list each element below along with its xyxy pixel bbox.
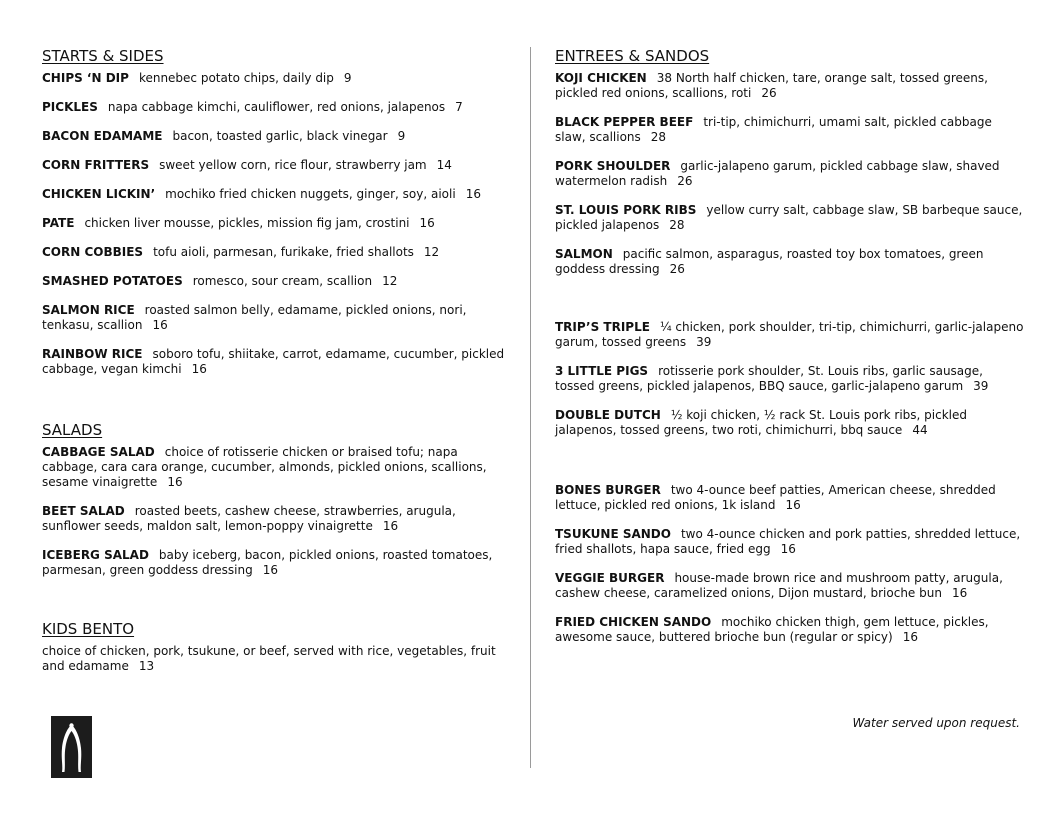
menu-item-price: 12 bbox=[382, 274, 398, 288]
menu-item bbox=[42, 445, 512, 490]
menu-item-price: 14 bbox=[436, 158, 452, 172]
entrees-list bbox=[555, 71, 1025, 277]
platters-list bbox=[555, 320, 1025, 438]
menu-item bbox=[555, 115, 1025, 145]
menu-item-description: sweet yellow corn, rice flour, strawberry jam bbox=[159, 158, 427, 172]
menu-item bbox=[42, 216, 512, 231]
menu-item bbox=[555, 615, 1025, 645]
menu-item-name: VEGGIE BURGER bbox=[555, 571, 665, 585]
menu-item-description: tri-tip, chimichurri, umami salt, pickled cabbage slaw, scallions bbox=[555, 115, 992, 144]
menu-item-name: SALMON bbox=[555, 247, 613, 261]
menu-item-name: CHICKEN LICKIN’ bbox=[42, 187, 156, 201]
menu-item-description: chicken liver mousse, pickles, mission fig jam, crostini bbox=[84, 216, 410, 230]
menu-item-price: 9 bbox=[397, 129, 406, 143]
menu-item bbox=[555, 364, 1025, 394]
menu-item-name: BONES BURGER bbox=[555, 483, 661, 497]
menu-item-description: mochiko chicken thigh, gem lettuce, pickles, awesome sauce, buttered brioche bun (regular or spicy) bbox=[555, 615, 989, 644]
menu-item bbox=[555, 159, 1025, 189]
menu-item-description: ¼ chicken, pork shoulder, tri-tip, chimichurri, garlic-jalapeno garum, tossed greens bbox=[555, 320, 1024, 349]
menu-item bbox=[555, 527, 1025, 557]
menu-item-price: 16 bbox=[785, 498, 801, 512]
menu-item-description: bacon, toasted garlic, black vinegar bbox=[172, 129, 388, 143]
menu-item-description: house-made brown rice and mushroom patty, arugula, cashew cheese, caramelized onions, Dijon mustard, brioche bun bbox=[555, 571, 1003, 600]
menu-item-name: BLACK PEPPER BEEF bbox=[555, 115, 694, 129]
menu-item-name: CABBAGE SALAD bbox=[42, 445, 155, 459]
menu-item-description: kennebec potato chips, daily dip bbox=[138, 71, 334, 85]
menu-item-name: FRIED CHICKEN SANDO bbox=[555, 615, 712, 629]
menu-item-name: PATE bbox=[42, 216, 75, 230]
menu-item-description: yellow curry salt, cabbage slaw, SB barbeque sauce, pickled jalapenos bbox=[555, 203, 1023, 232]
water-note: Water served upon request. bbox=[852, 716, 1020, 730]
menu-item-description: napa cabbage kimchi, cauliflower, red onions, jalapenos bbox=[107, 100, 446, 114]
kids-bento-description bbox=[42, 644, 512, 674]
left-column bbox=[42, 47, 512, 674]
menu-item-description: roasted salmon belly, edamame, pickled onions, nori, tenkasu, scallion bbox=[42, 303, 467, 332]
menu-item-description: romesco, sour cream, scallion bbox=[192, 274, 373, 288]
menu-item-price: 26 bbox=[761, 86, 777, 100]
sandos-list bbox=[555, 483, 1025, 645]
section-title-kids-bento: KIDS BENTO bbox=[42, 620, 135, 638]
menu-item-price: 16 bbox=[902, 630, 918, 644]
menu-item-description: rotisserie pork shoulder, St. Louis ribs, garlic sausage, tossed greens, pickled jalapenos, BBQ sauce, garlic-jalapeno garum bbox=[555, 364, 983, 393]
menu-item bbox=[42, 303, 512, 333]
menu-item-name: BACON EDAMAME bbox=[42, 129, 163, 143]
menu-item bbox=[555, 320, 1025, 350]
menu-item-name: ST. LOUIS PORK RIBS bbox=[555, 203, 697, 217]
menu-item bbox=[555, 408, 1025, 438]
menu-item-description: roasted beets, cashew cheese, strawberries, arugula, sunflower seeds, maldon salt, lemon-poppy vinaigrette bbox=[42, 504, 456, 533]
menu-item-price: 28 bbox=[650, 130, 667, 144]
menu-item-name: RAINBOW RICE bbox=[42, 347, 143, 361]
menu-item-price: 16 bbox=[191, 362, 207, 376]
menu-item-name: PICKLES bbox=[42, 100, 98, 114]
menu-item-price: 16 bbox=[465, 187, 481, 201]
section-title-starts-sides: STARTS & SIDES bbox=[42, 47, 164, 65]
menu-item bbox=[42, 71, 512, 86]
menu-item-description: ½ koji chicken, ½ rack St. Louis pork ribs, pickled jalapenos, tossed greens, two roti, chimichurri, bbq sauce bbox=[555, 408, 968, 437]
starts-sides-list bbox=[42, 71, 512, 377]
right-column bbox=[555, 47, 1025, 659]
menu-item bbox=[42, 274, 512, 289]
menu-item-description: pacific salmon, asparagus, roasted toy box tomatoes, green goddess dressing bbox=[555, 247, 984, 276]
menu-item-name: DOUBLE DUTCH bbox=[555, 408, 661, 422]
menu-item-name: CORN COBBIES bbox=[42, 245, 144, 259]
menu-item-name: PORK SHOULDER bbox=[555, 159, 671, 173]
menu-item-price: 16 bbox=[951, 586, 968, 600]
menu-item bbox=[42, 158, 512, 173]
menu-item-name: CHIPS ‘N DIP bbox=[42, 71, 129, 85]
menu-item-name: CORN FRITTERS bbox=[42, 158, 150, 172]
menu-item-price: 16 bbox=[262, 563, 278, 577]
menu-item-price: 16 bbox=[152, 318, 168, 332]
menu-item-description: soboro tofu, shiitake, carrot, edamame, cucumber, pickled cabbage, vegan kimchi bbox=[42, 347, 505, 376]
menu-item bbox=[555, 203, 1025, 233]
menu-item-price: 16 bbox=[780, 542, 796, 556]
salads-list bbox=[42, 445, 512, 578]
menu-item bbox=[42, 504, 512, 534]
menu-item bbox=[42, 548, 512, 578]
menu-item bbox=[42, 129, 512, 144]
menu-item-name: KOJI CHICKEN bbox=[555, 71, 647, 85]
section-title-salads: SALADS bbox=[42, 421, 103, 439]
menu-item-price: 26 bbox=[677, 174, 693, 188]
menu-item-name: 3 LITTLE PIGS bbox=[555, 364, 649, 378]
menu-item-name: ICEBERG SALAD bbox=[42, 548, 149, 562]
menu-item-description: two 4-ounce beef patties, American cheese, shredded lettuce, pickled red onions, 1k island bbox=[555, 483, 996, 512]
menu-item bbox=[555, 247, 1025, 277]
menu-item-price: 12 bbox=[423, 245, 440, 259]
menu-item bbox=[42, 347, 512, 377]
menu-item-description: mochiko fried chicken nuggets, ginger, soy, aioli bbox=[165, 187, 456, 201]
kids-bento-price: 13 bbox=[138, 659, 155, 673]
menu-item-price: 39 bbox=[696, 335, 712, 349]
menu-item-price: 16 bbox=[167, 475, 183, 489]
menu-item-price: 44 bbox=[912, 423, 928, 437]
menu-item-description: choice of rotisserie chicken or braised tofu; napa cabbage, cara cara orange, cucumber, almonds, pickled onions, scallions, sesame vinaigrette bbox=[42, 445, 487, 489]
menu-item-name: SMASHED POTATOES bbox=[42, 274, 183, 288]
menu-item-description: baby iceberg, bacon, pickled onions, roasted tomatoes, parmesan, green goddess dressing bbox=[42, 548, 493, 577]
menu-item bbox=[42, 100, 512, 115]
menu-item-price: 39 bbox=[973, 379, 989, 393]
menu-item bbox=[555, 483, 1025, 513]
wishbone-logo-icon bbox=[51, 716, 92, 778]
column-divider bbox=[530, 47, 531, 768]
menu-item-price: 9 bbox=[343, 71, 352, 85]
menu-item-price: 28 bbox=[669, 218, 685, 232]
menu-item bbox=[42, 187, 512, 202]
menu-item-price: 26 bbox=[669, 262, 685, 276]
menu-item-name: SALMON RICE bbox=[42, 303, 135, 317]
menu-item bbox=[42, 245, 512, 260]
menu-item bbox=[555, 71, 1025, 101]
menu-item-price: 16 bbox=[382, 519, 399, 533]
menu-item bbox=[555, 571, 1025, 601]
section-title-entrees-sandos: ENTREES & SANDOS bbox=[555, 47, 710, 65]
menu-item-description: 38 North half chicken, tare, orange salt, tossed greens, pickled red onions, scallions, roti bbox=[555, 71, 988, 100]
menu-item-description: two 4-ounce chicken and pork patties, shredded lettuce, fried shallots, hapa sauce, fried egg bbox=[555, 527, 1021, 556]
menu-item-name: BEET SALAD bbox=[42, 504, 125, 518]
menu-item-name: TSUKUNE SANDO bbox=[555, 527, 671, 541]
menu-item-name: TRIP’S TRIPLE bbox=[555, 320, 650, 334]
menu-item-description: tofu aioli, parmesan, furikake, fried shallots bbox=[153, 245, 414, 259]
menu-item-price: 7 bbox=[455, 100, 463, 114]
menu-item-description: garlic-jalapeno garum, pickled cabbage slaw, shaved watermelon radish bbox=[555, 159, 1000, 188]
kids-bento-text: choice of chicken, pork, tsukune, or beef, served with rice, vegetables, fruit and edamame bbox=[42, 644, 496, 673]
menu-item-price: 16 bbox=[419, 216, 435, 230]
